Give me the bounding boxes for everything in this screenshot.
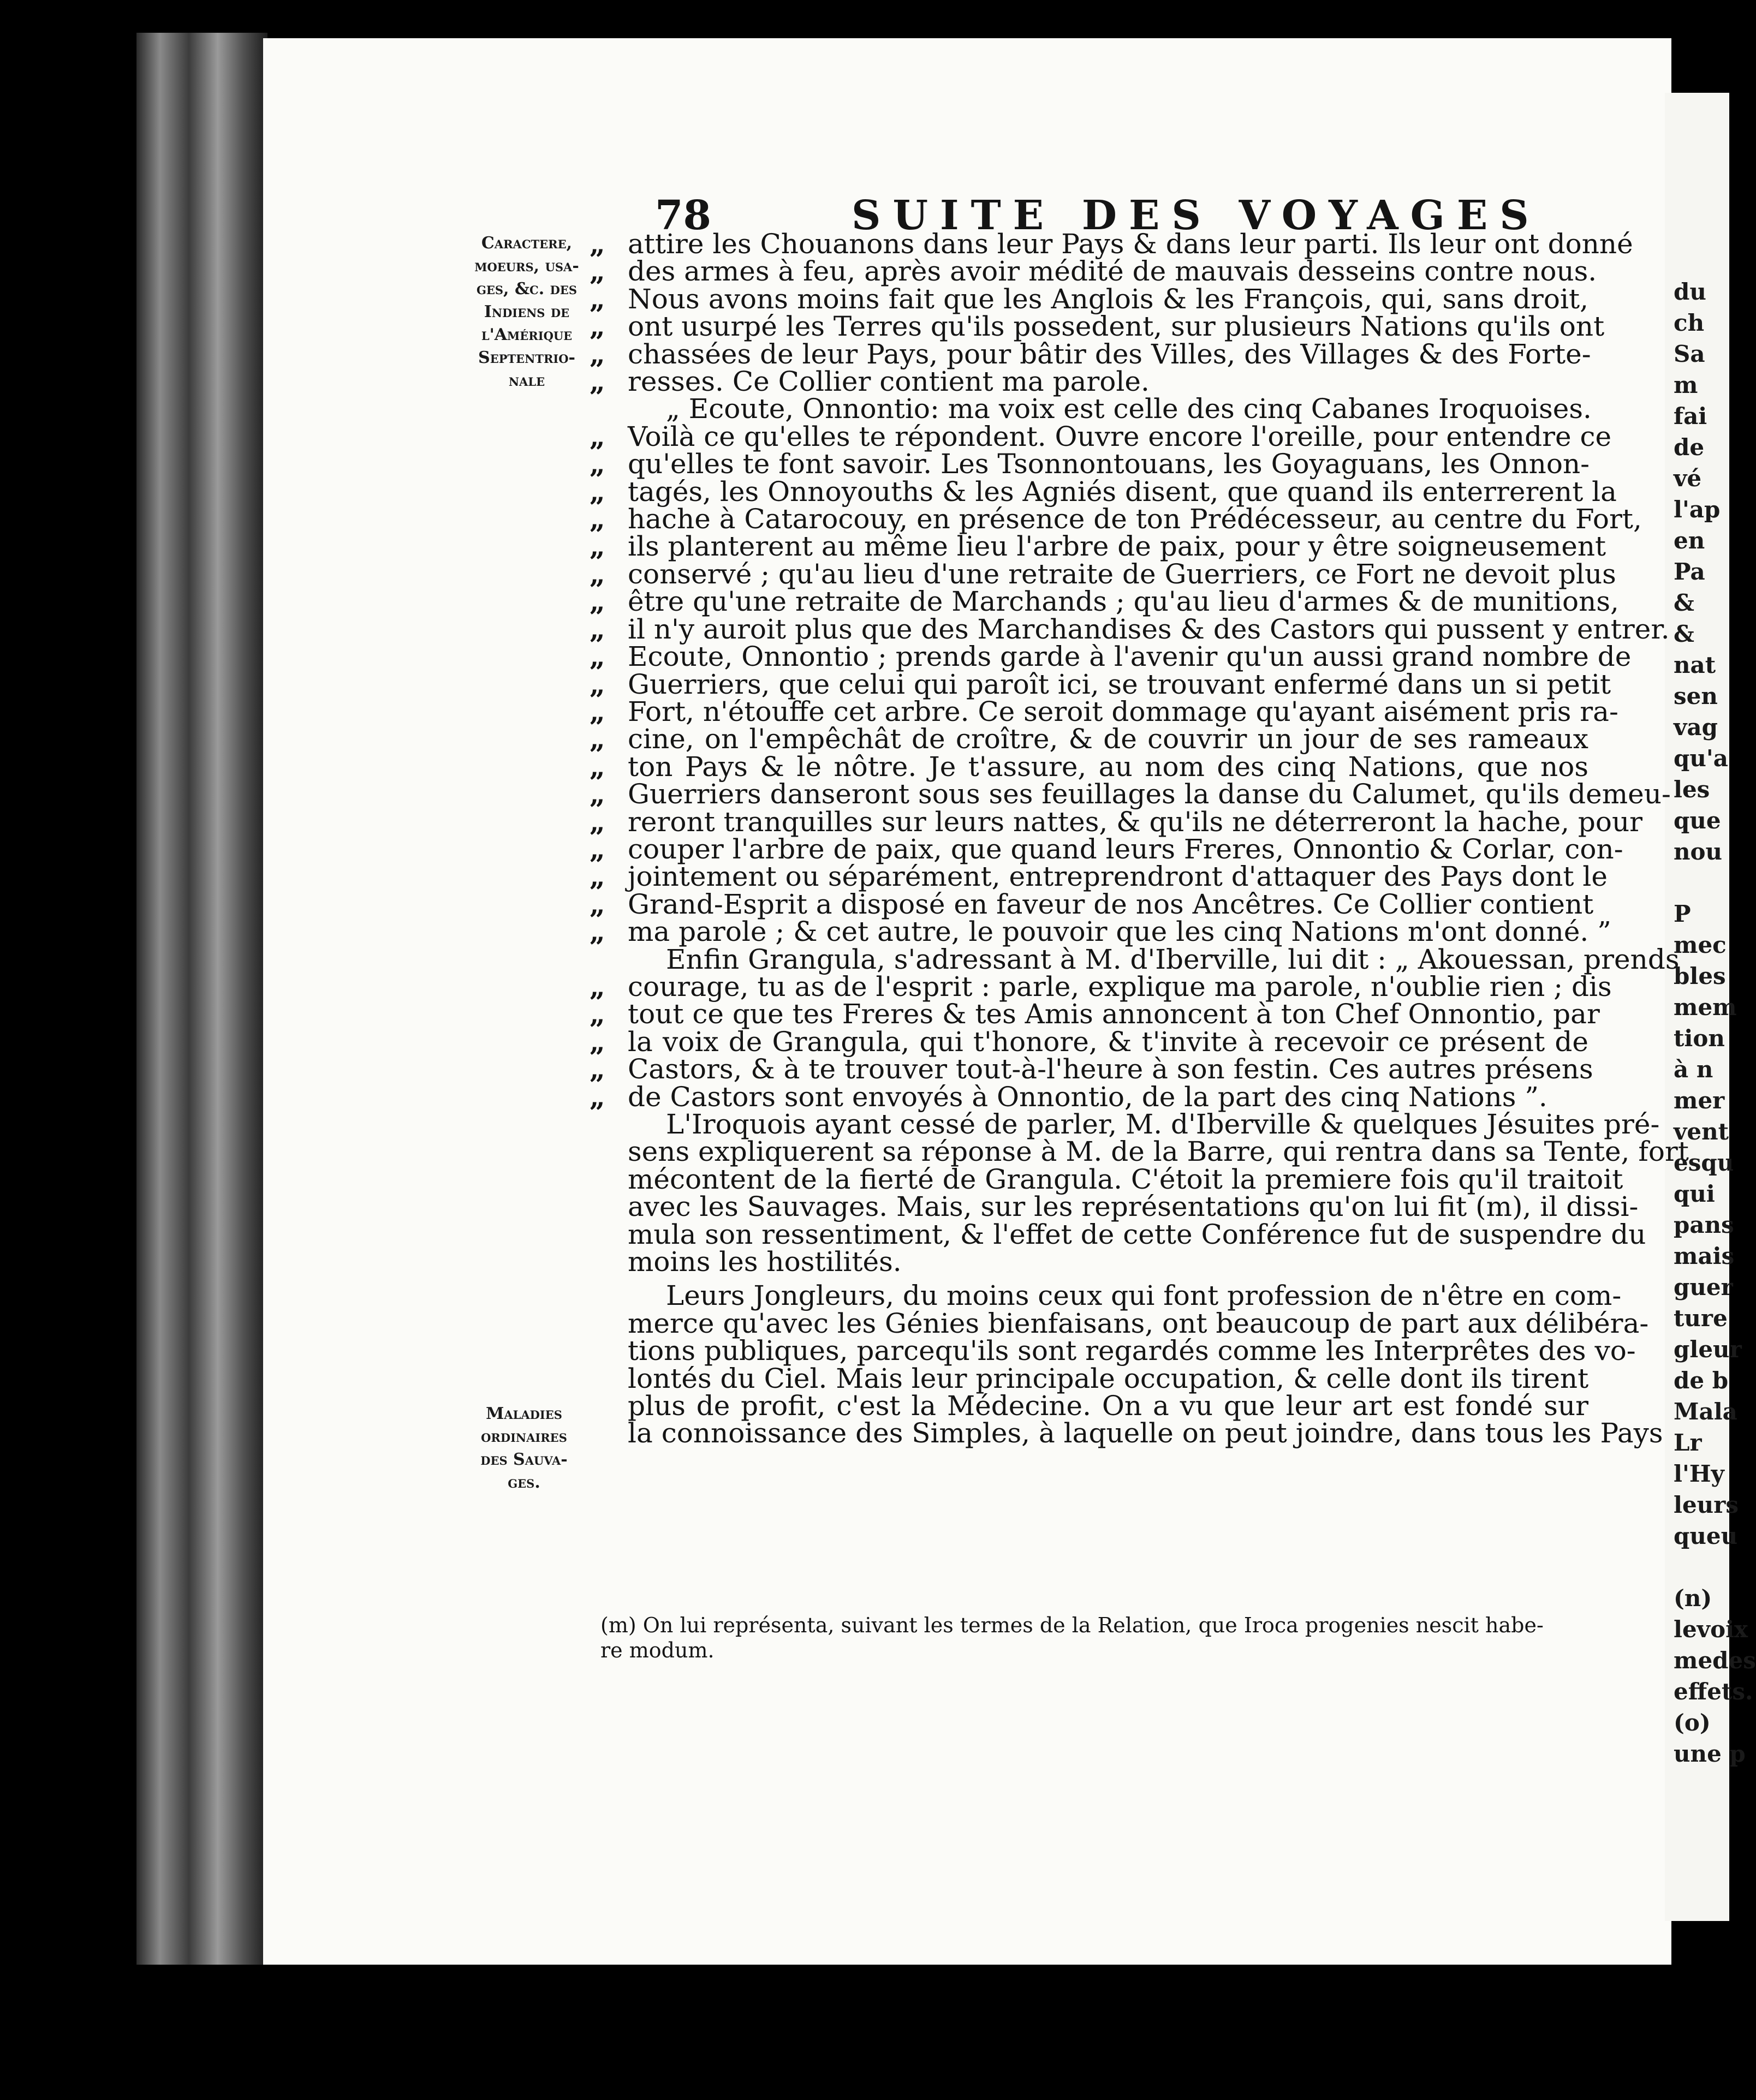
facing-page-fragment: levoix xyxy=(1674,1616,1748,1643)
running-title: SUITE DES VOYAGES xyxy=(852,192,1541,239)
line-text: Enfin Grangula, s'adressant à M. d'Iberville, lui dit : „ Akouessan, prends xyxy=(666,943,1680,975)
line-text: Castors, & à te trouver tout-à-l'heure à son festin. Ces autres présens xyxy=(628,1053,1593,1085)
page-number: 78 xyxy=(655,192,711,239)
quote-mark: „ xyxy=(590,557,605,590)
facing-page-fragment: medes xyxy=(1674,1647,1756,1674)
text-line xyxy=(590,1280,1622,1312)
facing-page-fragment: (o) xyxy=(1674,1709,1711,1736)
facing-page-fragment: mec xyxy=(1674,932,1727,958)
facing-page-fragment: les xyxy=(1674,776,1710,803)
text-line xyxy=(590,1362,1589,1394)
line-text: qu'elles te font savoir. Les Tsonnontouans, les Goyaguans, les Onnon- xyxy=(628,448,1590,480)
facing-page-fragment: esqu xyxy=(1674,1149,1734,1176)
quote-mark: „ xyxy=(590,420,605,452)
line-text: merce qu'avec les Génies bienfaisans, ont beaucoup de part aux délibéra- xyxy=(628,1307,1649,1339)
line-text: tout ce que tes Freres & tes Amis annoncent à ton Chef Onnontio, par xyxy=(628,998,1600,1030)
text-line xyxy=(590,1307,1649,1339)
text-line xyxy=(590,1390,1588,1422)
line-text: ton Pays & le nôtre. Je t'assure, au nom des cinq Nations, que nos xyxy=(628,750,1588,783)
quote-mark: „ xyxy=(590,832,605,865)
line-text: ma parole ; & cet autre, le pouvoir que les cinq Nations m'ont donné. ” xyxy=(628,916,1611,948)
facing-page-fragment: vent xyxy=(1674,1118,1729,1145)
facing-page-fragment: & xyxy=(1674,589,1694,616)
quote-mark: „ xyxy=(590,998,605,1030)
text-line xyxy=(590,393,1592,425)
body-text xyxy=(590,228,1689,1449)
margin-note-line: moeurs, usa- xyxy=(474,256,579,276)
text-line xyxy=(590,585,1619,618)
facing-page-fragment: à n xyxy=(1674,1056,1713,1083)
facing-page-fragment: m xyxy=(1674,372,1698,398)
quote-mark: „ xyxy=(590,475,605,508)
line-text: Grand-Esprit a disposé en faveur de nos Ancêtres. Ce Collier contient xyxy=(628,888,1594,920)
margin-note-line: ordinaires xyxy=(481,1427,567,1446)
facing-page-fragment: fai xyxy=(1674,403,1707,429)
facing-page-fragment: vag xyxy=(1674,714,1718,741)
book-binding xyxy=(136,33,267,1965)
facing-page-edge xyxy=(1665,93,1756,1921)
line-text: chassées de leur Pays, pour bâtir des Villes, des Villages & des Forte- xyxy=(628,338,1591,370)
line-text: il n'y auroit plus que des Marchandises & des Castors qui pussent y entrer. xyxy=(628,613,1670,645)
margin-note-line: ges, &c. des xyxy=(476,279,578,299)
line-text: attire les Chouanons dans leur Pays & dans leur parti. Ils leur ont donné xyxy=(628,228,1633,260)
facing-page-fragment: nou xyxy=(1674,838,1723,865)
text-line xyxy=(590,1246,1588,1278)
facing-page-fragment: ture xyxy=(1674,1305,1728,1332)
line-text: Ecoute, Onnontio ; prends garde à l'avenir qu'un aussi grand nombre de xyxy=(628,641,1632,673)
text-line xyxy=(590,420,1612,452)
text-line xyxy=(590,557,1616,590)
facing-page-fragment: bles xyxy=(1674,963,1726,989)
text-line xyxy=(590,832,1623,865)
quote-mark: „ xyxy=(590,860,605,893)
line-text: jointement ou séparément, entreprendront d'attaquer des Pays dont le xyxy=(628,861,1608,893)
quote-mark: „ xyxy=(590,228,605,260)
facing-page-fragment: vé xyxy=(1674,465,1702,492)
text-line xyxy=(590,612,1670,645)
facing-page-fragment: P xyxy=(1674,900,1691,927)
line-text: ont usurpé les Terres qu'ils possedent, sur plusieurs Nations qu'ils ont xyxy=(628,311,1605,343)
line-text: être qu'une retraite de Marchands ; qu'au lieu d'armes & de munitions, xyxy=(628,586,1619,618)
facing-page-fragment: guer xyxy=(1674,1274,1733,1300)
facing-page-fragment: leurs xyxy=(1674,1492,1739,1518)
quote-mark: „ xyxy=(590,667,605,700)
text-line xyxy=(590,337,1591,370)
text-line xyxy=(590,365,1588,398)
text-line xyxy=(590,1218,1646,1250)
margin-note-line: nale xyxy=(508,371,545,390)
quote-mark: „ xyxy=(590,970,605,1003)
quote-mark: „ xyxy=(590,915,605,948)
margin-note-characters xyxy=(464,232,590,392)
text-line xyxy=(590,667,1611,700)
text-line xyxy=(590,943,1680,975)
facing-page-fragment: mer xyxy=(1674,1087,1725,1114)
quote-mark: „ xyxy=(590,503,605,535)
text-line xyxy=(590,915,1611,948)
text-line xyxy=(590,1191,1639,1223)
facing-page-fragment: ch xyxy=(1674,309,1705,336)
facing-page-fragment: qui xyxy=(1674,1180,1715,1207)
line-text: hache à Catarocouy, en présence de ton Prédécesseur, au centre du Fort, xyxy=(628,503,1642,535)
line-text: Guerriers, que celui qui paroît ici, se trouvant enfermé dans un si petit xyxy=(628,668,1611,700)
line-text: Leurs Jongleurs, du moins ceux qui font profession de n'être en com- xyxy=(666,1280,1622,1312)
line-text: tagés, les Onnoyouths & les Agniés disent, que quand ils enterrerent la xyxy=(628,475,1617,508)
facing-page-fragment: l'Hy xyxy=(1674,1460,1724,1487)
text-line xyxy=(590,1136,1689,1168)
quote-mark: „ xyxy=(590,337,605,370)
line-text: mécontent de la fierté de Grangula. C'étoit la premiere fois qu'il traitoit xyxy=(628,1163,1623,1195)
quote-mark: „ xyxy=(590,750,605,783)
line-text: de Castors sont envoyés à Onnontio, de la part des cinq Nations ”. xyxy=(628,1081,1547,1113)
quote-mark: „ xyxy=(590,310,605,343)
margin-note-line: Maladies xyxy=(486,1404,562,1423)
line-text: conservé ; qu'au lieu d'une retraite de Guerriers, ce Fort ne devoit plus xyxy=(628,558,1616,590)
line-text: couper l'arbre de paix, que quand leurs Freres, Onnontio & Corlar, con- xyxy=(628,833,1623,865)
text-line xyxy=(590,805,1643,838)
text-line xyxy=(590,228,1633,260)
line-text: Guerriers danseront sous ses feuillages la danse du Calumet, qu'ils demeu- xyxy=(628,778,1671,810)
line-text: des armes à feu, après avoir médité de mauvais desseins contre nous. xyxy=(628,255,1597,288)
margin-note-diseases xyxy=(461,1403,587,1494)
facing-page-fragment: que xyxy=(1674,807,1721,834)
footnote-line: (m) On lui représenta, suivant les termes de la Relation, que Iroca progenies nescit habe- xyxy=(600,1613,1544,1637)
line-text: L'Iroquois ayant cessé de parler, M. d'Iberville & quelques Jésuites pré- xyxy=(666,1108,1660,1140)
facing-page-fragment: Mala xyxy=(1674,1398,1737,1425)
line-text: cine, on l'empêchât de croître, & de couvrir un jour de ses rameaux xyxy=(628,723,1588,755)
quote-mark: „ xyxy=(590,255,605,288)
margin-note-line: ges. xyxy=(508,1473,540,1492)
facing-page-fragment: (n) xyxy=(1674,1585,1712,1612)
quote-mark: „ xyxy=(590,695,605,727)
text-line xyxy=(590,1163,1623,1195)
margin-note-line: Caractere, xyxy=(481,234,573,253)
text-line xyxy=(590,725,1588,753)
text-line xyxy=(590,1417,1663,1449)
quote-mark: „ xyxy=(590,1053,605,1085)
line-text: Fort, n'étouffe cet arbre. Ce seroit dommage qu'ayant aisément pris ra- xyxy=(628,695,1618,727)
quote-mark: „ xyxy=(590,723,605,755)
quote-mark: „ xyxy=(590,805,605,838)
text-line xyxy=(590,450,1588,478)
text-line xyxy=(590,282,1588,315)
facing-page-fragment: queu xyxy=(1674,1523,1738,1549)
text-line xyxy=(590,1080,1588,1113)
facing-page-fragment: de xyxy=(1674,434,1705,461)
quote-mark: „ xyxy=(590,530,605,563)
facing-page-fragment: Lr xyxy=(1674,1429,1702,1456)
line-text: sens expliquerent sa réponse à M. de la Barre, qui rentra dans sa Tente, fort xyxy=(628,1136,1689,1168)
facing-page-fragment: sen xyxy=(1674,683,1718,709)
facing-page-fragment: qu'a xyxy=(1674,745,1728,772)
margin-note-line: Septentrio- xyxy=(478,348,575,367)
facing-page-fragment: du xyxy=(1674,278,1706,305)
text-line xyxy=(590,860,1608,893)
facing-page-fragment: Sa xyxy=(1674,341,1705,367)
text-line xyxy=(590,310,1605,343)
quote-mark: „ xyxy=(590,1080,605,1113)
text-line xyxy=(590,1335,1636,1367)
facing-page-fragment: effets. xyxy=(1674,1678,1753,1705)
text-line xyxy=(590,970,1612,1003)
line-text: resses. Ce Collier contient ma parole. xyxy=(628,366,1150,398)
text-line xyxy=(590,530,1606,563)
text-line xyxy=(590,750,1588,783)
text-line xyxy=(590,640,1632,673)
footnote-line: re modum. xyxy=(600,1638,715,1662)
line-text: avec les Sauvages. Mais, sur les représentations qu'on lui fit (m), il dissi- xyxy=(628,1191,1639,1223)
quote-mark: „ xyxy=(590,612,605,645)
quote-mark: „ xyxy=(590,887,605,920)
line-text: courage, tu as de l'esprit : parle, explique ma parole, n'oublie rien ; dis xyxy=(628,970,1612,1003)
quote-mark: „ xyxy=(590,282,605,315)
text-line xyxy=(590,1053,1593,1085)
text-line xyxy=(590,1025,1588,1058)
line-text: la connoissance des Simples, à laquelle on peut joindre, dans tous les Pays xyxy=(628,1417,1663,1449)
facing-page-fragment: tion xyxy=(1674,1025,1725,1052)
margin-note-line: Indiens de xyxy=(484,302,570,321)
facing-page-fragment: en xyxy=(1674,527,1705,554)
line-text: lontés du Ciel. Mais leur principale occupation, & celle dont ils tirent xyxy=(628,1362,1589,1394)
text-line xyxy=(590,503,1642,535)
line-text: tions publiques, parcequ'ils sont regardés comme les Interprêtes des vo- xyxy=(628,1335,1636,1367)
quote-mark: „ xyxy=(590,448,605,480)
quote-mark: „ xyxy=(590,1025,605,1058)
facing-page-fragment: nat xyxy=(1674,652,1716,678)
facing-page-fragment: pans xyxy=(1674,1212,1734,1238)
text-line xyxy=(590,778,1671,810)
text-line xyxy=(590,475,1617,508)
text-line xyxy=(590,998,1600,1030)
facing-page-fragment: une p xyxy=(1674,1740,1746,1767)
text-line xyxy=(590,695,1618,727)
line-text: reront tranquilles sur leurs nattes, & qu'ils ne déterreront la hache, pour xyxy=(628,806,1643,838)
footnote xyxy=(600,1613,1583,1663)
facing-page-fragment: Pa xyxy=(1674,558,1705,585)
line-text: moins les hostilités. xyxy=(628,1246,902,1278)
facing-page-fragment: l'ap xyxy=(1674,496,1721,523)
line-text: plus de profit, c'est la Médecine. On a vu que leur art est fondé sur xyxy=(628,1390,1588,1422)
text-line xyxy=(590,887,1594,920)
line-text: ils planterent au même lieu l'arbre de paix, pour y être soigneusement xyxy=(628,530,1606,563)
line-text: Voilà ce qu'elles te répondent. Ouvre encore l'oreille, pour entendre ce xyxy=(628,420,1612,452)
facing-page-fragment: gleur xyxy=(1674,1336,1742,1363)
quote-mark: „ xyxy=(590,585,605,618)
margin-note-line: des Sauva- xyxy=(480,1450,568,1469)
text-line xyxy=(590,1108,1660,1140)
facing-page-fragment: de b xyxy=(1674,1367,1729,1394)
margin-note-line: l'Amérique xyxy=(481,325,573,344)
facing-page-fragment: mais xyxy=(1674,1243,1735,1269)
quote-mark: „ xyxy=(590,778,605,810)
facing-page-fragment: mem xyxy=(1674,994,1737,1021)
line-text: mula son ressentiment, & l'effet de cette Conférence fut de suspendre du xyxy=(628,1218,1646,1250)
line-text: la voix de Grangula, qui t'honore, & t'invite à recevoir ce présent de xyxy=(628,1025,1588,1058)
text-line xyxy=(590,255,1597,288)
line-text: Nous avons moins fait que les Anglois & les François, qui, sans droit, xyxy=(628,283,1588,315)
line-text: „ Ecoute, Onnontio: ma voix est celle des cinq Cabanes Iroquoises. xyxy=(666,393,1592,425)
facing-page-fragment: & xyxy=(1674,621,1694,647)
quote-mark: „ xyxy=(590,365,605,398)
quote-mark: „ xyxy=(590,640,605,673)
